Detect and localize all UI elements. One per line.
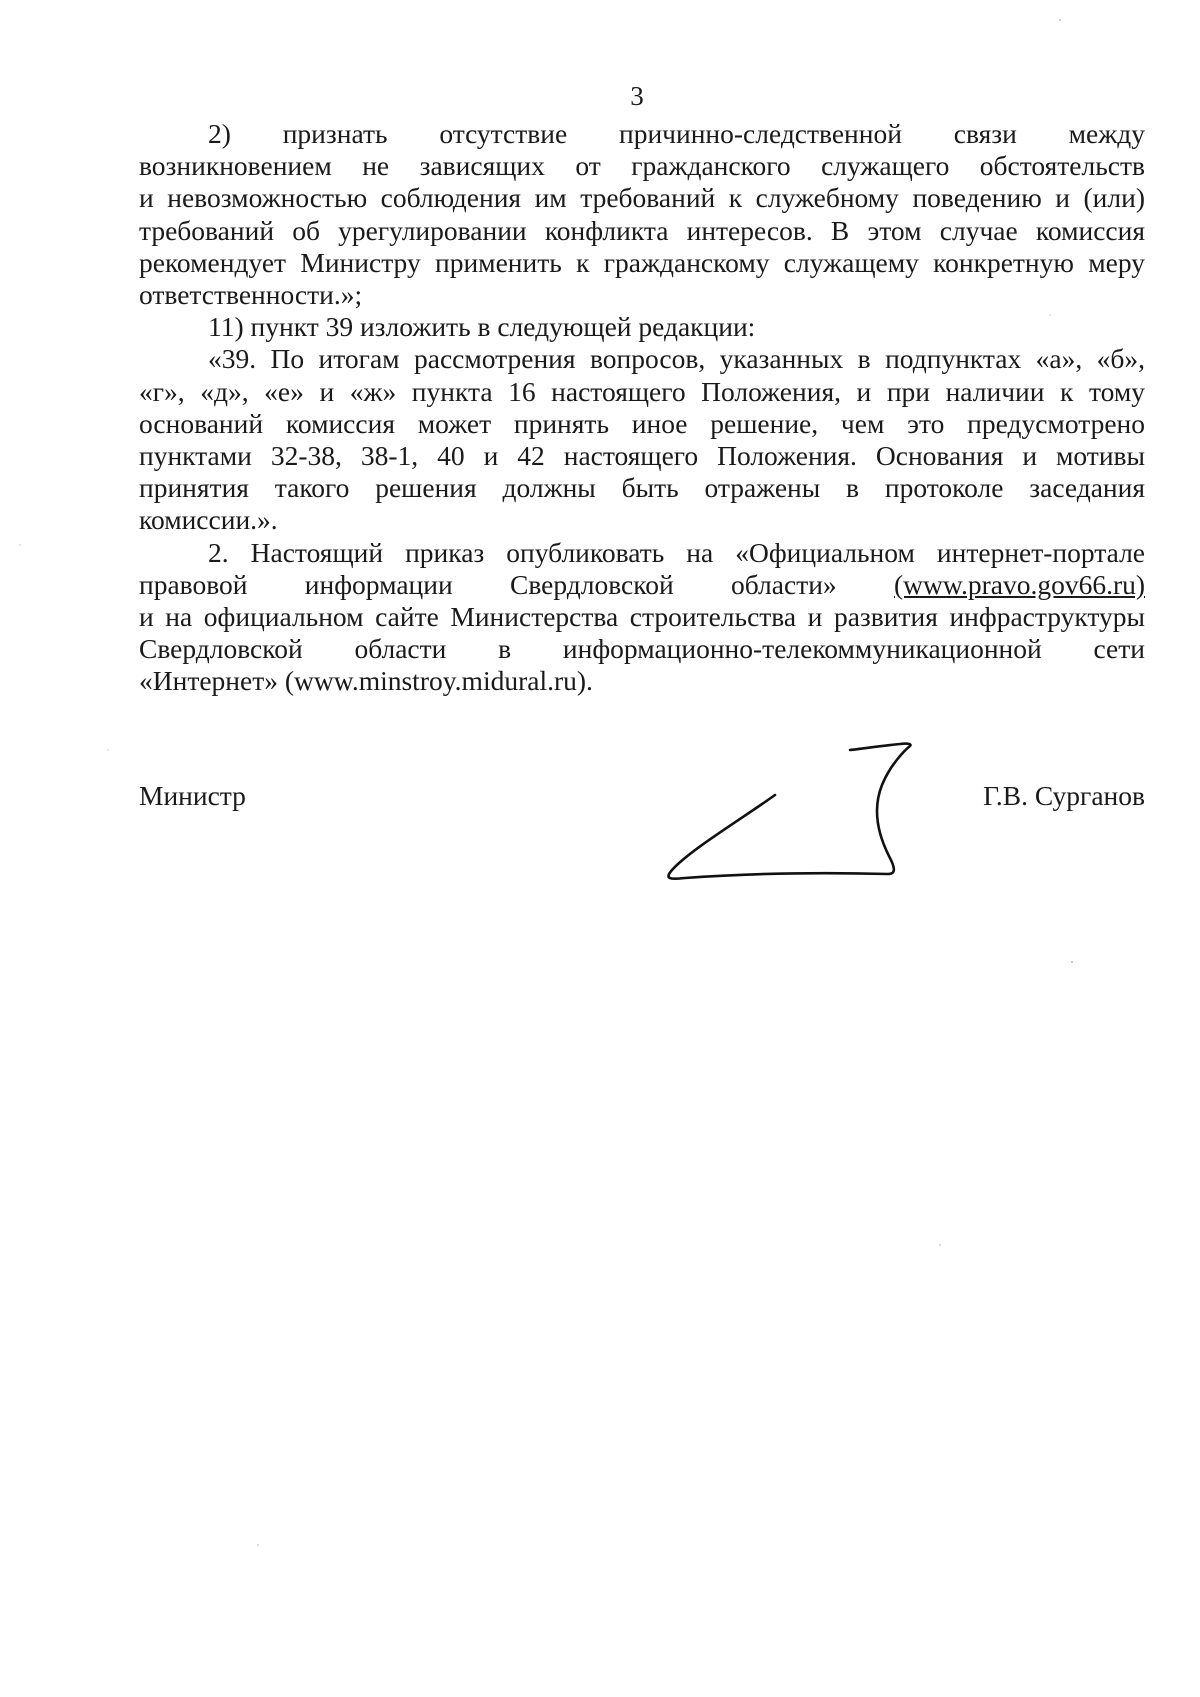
text-line: ответственности.»; xyxy=(139,279,363,311)
text-line: оснований комиссия может принять иное решение, чем это предусмотрено xyxy=(139,407,1145,439)
signature-block xyxy=(139,780,1145,820)
text-line: комиссии.». xyxy=(139,504,278,536)
text-line xyxy=(139,569,1145,601)
text-line: «39. По итогам рассмотрения вопросов, указанных в подпунктах «а», «б», xyxy=(208,343,1145,375)
paragraph-clause-39 xyxy=(139,343,1145,536)
text-line: принятия такого решения должны быть отражены в протоколе заседания xyxy=(139,472,1145,504)
text-line: «г», «д», «е» и «ж» пункта 16 настоящего Положения, и при наличии к тому xyxy=(139,375,1145,407)
text-line: Свердловской области в информационно-телекоммуникационной сети xyxy=(139,633,1145,665)
text-line: «Интернет» (www.minstroy.midural.ru). xyxy=(139,665,593,697)
paragraph-conclusion-2 xyxy=(139,118,1145,311)
document-body xyxy=(139,118,1145,698)
text-line: и на официальном сайте Министерства строительства и развития инфраструктуры xyxy=(139,601,1145,633)
text-line: пунктами 32-38, 38-1, 40 и 42 настоящего Положения. Основания и мотивы xyxy=(139,440,1145,472)
paragraph-item-11 xyxy=(139,311,1145,343)
text-line: возникновением не зависящих от гражданского служащего обстоятельств xyxy=(139,150,1145,182)
handwritten-signature xyxy=(660,740,920,890)
signer-name: Г.В. Сурганов xyxy=(983,780,1145,811)
page-number: 3 xyxy=(630,81,644,111)
signer-title: Министр xyxy=(139,780,246,811)
paragraph-publication xyxy=(139,537,1145,698)
text-line: 11) пункт 39 изложить в следующей редакции: xyxy=(208,311,756,343)
text-line: рекомендует Министру применить к гражданскому служащему конкретную меру xyxy=(139,246,1145,278)
text-line: 2. Настоящий приказ опубликовать на «Официальном интернет-портале xyxy=(208,536,1145,568)
text-line: 2) признать отсутствие причинно-следственной связи между xyxy=(208,118,1145,149)
text-fragment: правовой информации Свердловской области» xyxy=(139,568,837,600)
text-line: требований об урегулировании конфликта интересов. В этом случае комиссия xyxy=(139,214,1145,246)
text-line: и невозможностью соблюдения им требований к служебному поведению и (или) xyxy=(139,182,1145,214)
pravo-url-link[interactable]: (www.pravo.gov66.ru) xyxy=(894,568,1146,600)
